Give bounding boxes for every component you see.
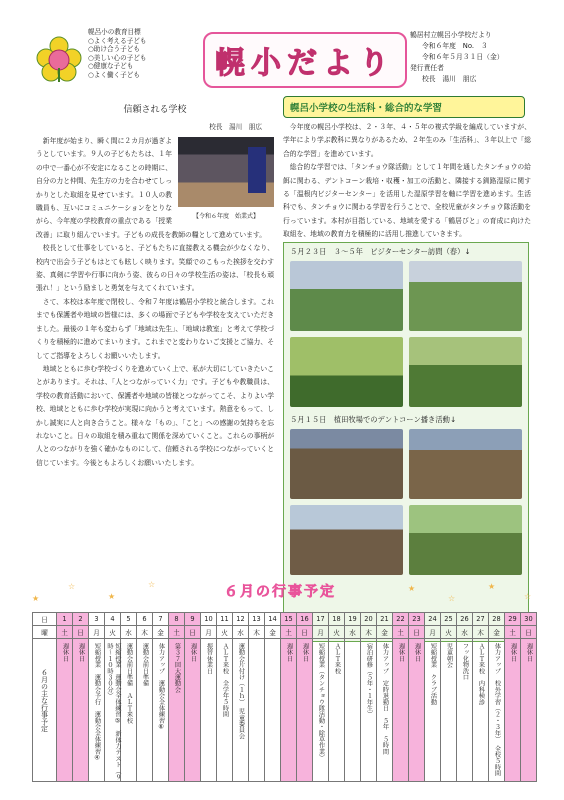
calendar-weekday-cell: 金: [377, 626, 393, 639]
calendar-events-row: [33, 639, 537, 782]
event-text: 週休日: [285, 643, 293, 662]
visitor-center-photo: [409, 337, 522, 407]
goal-item: ○美しい心の子ども: [88, 53, 147, 62]
calendar-day-cell: 13: [249, 613, 265, 626]
star-icon: ☆: [148, 580, 156, 589]
calendar-weekday-cell: 木: [249, 626, 265, 639]
calendar-weekday-cell: 土: [393, 626, 409, 639]
weekday-row-label: 曜: [33, 626, 57, 639]
calendar-event-cell: [425, 639, 441, 782]
calendar-event-cell: [73, 639, 89, 782]
calendar-event-cell: [201, 639, 217, 782]
calendar-event-cell: [457, 639, 473, 782]
calendar-event-cell: [521, 639, 537, 782]
calendar-weekday-cell: 月: [201, 626, 217, 639]
calendar-weekday-cell: 火: [105, 626, 121, 639]
calendar-day-cell: 21: [377, 613, 393, 626]
calendar-event-cell: [297, 639, 313, 782]
life-studies-section: [283, 96, 531, 424]
issue-date: 令和６年５月３１日（金）: [422, 53, 504, 61]
calendar-day-cell: 11: [217, 613, 233, 626]
calendar-day-cell: 10: [201, 613, 217, 626]
calendar-event-cell: [233, 639, 249, 782]
ceremony-photo: [178, 137, 274, 223]
calendar-event-cell: [377, 639, 393, 782]
calendar-event-cell: [329, 639, 345, 782]
photo-caption: 【令和６年度 始業式】: [192, 213, 259, 220]
education-goals: [88, 28, 198, 80]
calendar-day-cell: 17: [313, 613, 329, 626]
star-icon: ☆: [448, 594, 456, 603]
corn-planting-photo: [290, 429, 403, 499]
calendar-weekday-cell: 日: [297, 626, 313, 639]
paragraph-text: 新年度が始まり、瞬く間に２カ月が過ぎようとしています。９人の子どもたちは、１年の中で一番心が不安定になることの時期に、自分の力と仲間、先生方の力を合わせてしっかりとした取組を見せています。１０人の教職員も、互いにコミュニケーションをとりながら、今年度の学校教育の重点である「授業改善」に取り組んでいます。子どもの成長を教師の糧として進めています。: [36, 137, 267, 239]
calendar-weekday-cell: 土: [57, 626, 73, 639]
goal-item: ○健康な子ども: [88, 62, 134, 71]
calendar-weekday-cell: 日: [409, 626, 425, 639]
article-paragraph: 地域とともに歩む学校づくりを進めていく上で、私が大切にしていきたいことがあります。それは、「人とつながっていく力」です。子どもや教職員は、学校の教育活動において、保護者や地域の皆様とつながってこそ、よりよい学校、地域とともに歩む学校が実現に向かうと考えています。熱意をもって、しかし誠実に人と向き合うこと。様々な「もの」、「こと」への感謝の気持ちを忘れないこと。日々の取組を積み重ねて関係を深めていくこと。これらの事柄が人とのつながりを強く確かなものにして、信頼される学校につながっていくと信じています。今後ともよろしくお願いいたします。: [36, 364, 274, 467]
issue-meta: [410, 30, 540, 85]
event-text: 体力アップ 定時退勤日 ５年 ５時間: [381, 643, 389, 755]
calendar-event-cell: [409, 639, 425, 782]
event-text: 週休日: [413, 643, 421, 662]
calendar-day-cell: 30: [521, 613, 537, 626]
newsletter-title: 幌小だより: [215, 46, 395, 81]
calendar-weekday-cell: 月: [425, 626, 441, 639]
calendar-event-cell: [441, 639, 457, 782]
calendar-weekday-cell: 水: [233, 626, 249, 639]
calendar-title: ６月の行事予定: [224, 584, 336, 600]
section-paragraph: 総合的な学習では、「タンチョウ隊活動」として１年間を通したタンチョウの給餌に関わる、デントコーン栽培・収穫・加工の活動と、隣接する釧路湿原に関する「温根内ビジターセンター」を活用した湿原学習を軸に学習を進めます。生活科でも、タンチョウに関わる学習を行うことで、全校児童がタンチョウ隊活動を行っています。本村が目指している、地域を愛する「鶴居びと」の育成に向けた取組を、地域の教育力を積極的に活用し推進していきます。: [283, 163, 531, 239]
calendar-event-cell: [505, 639, 521, 782]
calendar-weekday-cell: 金: [489, 626, 505, 639]
calendar-weekday-cell: 木: [137, 626, 153, 639]
event-calendar: [32, 612, 537, 782]
calendar-event-cell: [473, 639, 489, 782]
star-icon: ★: [32, 594, 40, 603]
visitor-center-photo: [290, 337, 403, 407]
calendar-event-cell: [185, 639, 201, 782]
calendar-weekday-cell: 土: [505, 626, 521, 639]
calendar-day-cell: 4: [105, 613, 121, 626]
calendar-weekday-cell: 金: [153, 626, 169, 639]
calendar-weekday-cell: 木: [361, 626, 377, 639]
calendar-day-cell: 22: [393, 613, 409, 626]
event-text: 短縮授業（タンチョウ隊活動・除草作業）: [317, 643, 325, 761]
school-emblem-icon: [36, 36, 82, 84]
article-title: 信頼される学校: [123, 105, 187, 115]
calendar-day-cell: 18: [329, 613, 345, 626]
calendar-event-cell: [169, 639, 185, 782]
calendar-weekday-cell: 水: [121, 626, 137, 639]
event-text: 短縮授業 運動会全体練習⑤ 新体力テスト（９時〜１０時３０分）: [106, 643, 121, 781]
calendar-event-cell: [89, 639, 105, 782]
calendar-event-cell: [313, 639, 329, 782]
school-name: 鶴居村立幌呂小学校だより: [410, 31, 492, 39]
corn-planting-photo: [409, 505, 522, 575]
calendar-day-cell: 3: [89, 613, 105, 626]
goal-item: ○助け合う子ども: [88, 45, 140, 54]
event-text: 週休日: [77, 643, 85, 662]
calendar-weekday-cell: 火: [217, 626, 233, 639]
calendar-weekday-cell: 火: [329, 626, 345, 639]
event-text: ＡＬＴ来校: [333, 643, 341, 674]
calendar-day-cell: 7: [153, 613, 169, 626]
calendar-day-cell: 20: [361, 613, 377, 626]
event-text: 週休日: [397, 643, 405, 662]
calendar-day-cell: 2: [73, 613, 89, 626]
visitor-center-photo: [290, 261, 403, 331]
event-text: 週休日: [525, 643, 533, 662]
gallery-grid: [284, 261, 528, 407]
calendar-day-cell: 9: [185, 613, 201, 626]
event-text: 第３７回大運動会: [173, 643, 181, 693]
calendar-weekday-cell: 水: [345, 626, 361, 639]
calendar-event-cell: [137, 639, 153, 782]
gallery-caption: ５月２３日 ３〜５年 ビジターセンター訪問（春）↓: [290, 247, 471, 256]
corn-planting-photo: [409, 429, 522, 499]
event-text: フッ化物洗口: [461, 643, 469, 681]
event-text: ＡＬＴ来校 全学年５時間: [221, 643, 229, 718]
star-icon: ☆: [68, 582, 76, 591]
newsletter-title-box: [203, 32, 407, 88]
event-text: 週休日: [509, 643, 517, 662]
calendar-day-cell: 14: [265, 613, 281, 626]
header: [28, 26, 540, 92]
calendar-day-cell: 12: [233, 613, 249, 626]
calendar-weekday-cell: 火: [441, 626, 457, 639]
calendar-weekday-cell: 土: [169, 626, 185, 639]
calendar-day-cell: 19: [345, 613, 361, 626]
calendar-day-cell: 28: [489, 613, 505, 626]
calendar-day-cell: 26: [457, 613, 473, 626]
calendar-day-cell: 6: [137, 613, 153, 626]
calendar-day-cell: 16: [297, 613, 313, 626]
article-body: [36, 135, 274, 470]
event-text: 体力アップ 運動会全体練習⑥: [157, 643, 165, 731]
star-icon: ☆: [524, 592, 532, 601]
calendar-event-cell: [121, 639, 137, 782]
calendar-event-cell: [265, 639, 281, 782]
publisher-label: 発行責任者: [410, 64, 444, 72]
calendar-event-cell: [281, 639, 297, 782]
gallery-caption: ５月１５日 植田牧場でのデントコーン播き活動↓: [290, 415, 457, 424]
section-paragraph: 今年度の幌呂小学校は、２・３年、４・５年の複式学級を編成していますが、学年により学ぶ教科に異なりがあるため、２年生のみ「生活科」、３年以上で「総合的な学習」を進めています。: [283, 123, 531, 158]
article-paragraph: さて、本校は本年度で閉校し、令和７年度は鶴居小学校と統合します。これまでも保護者や地域の皆様には、多くの場面で子どもや学校を支えていただきました。最後の１年も変わらず「地域は先生」、「地域は教室」と考えて学校づくりを積極的に進めてまいります。これまでと変わりないご支援とご協力、そしてご指導をよろしくお願いいたします。: [36, 297, 274, 360]
calendar-weekday-cell: 月: [89, 626, 105, 639]
corn-planting-photo: [290, 505, 403, 575]
section-body: [283, 121, 531, 242]
calendar-weekday-cell: 日: [73, 626, 89, 639]
calendar-day-cell: 29: [505, 613, 521, 626]
event-text: 運動会前日準備: [141, 643, 149, 687]
calendar-weekday-cell: 日: [521, 626, 537, 639]
star-icon: ★: [408, 584, 416, 593]
visitor-center-photo: [409, 261, 522, 331]
gallery-grid: [284, 429, 528, 575]
day-row-label: 日: [33, 613, 57, 626]
calendar-weekday-row: [33, 626, 537, 639]
event-text: 週休日: [301, 643, 309, 662]
calendar-event-cell: [57, 639, 73, 782]
event-text: 短縮授業 運動会予行 運動会全体練習④: [93, 643, 101, 762]
calendar-day-cell: 15: [281, 613, 297, 626]
calendar-day-cell: 5: [121, 613, 137, 626]
event-text: 週休日: [189, 643, 197, 662]
section-title: 幌呂小学校の生活科・総合的な学習: [283, 96, 525, 118]
article-author: 校長 湯川 朋広: [209, 123, 262, 131]
calendar-weekday-cell: 木: [473, 626, 489, 639]
event-text: 運動会前日準備 ＡＬＴ来校: [125, 643, 133, 724]
calendar-event-cell: [489, 639, 505, 782]
events-row-label: [33, 639, 57, 782]
calendar-day-cell: 23: [409, 613, 425, 626]
issue-number: 令和６年度 No. ３: [422, 42, 488, 50]
event-text: 運動会片付け（１ｈ） 児童委員会: [237, 643, 245, 740]
goals-title: 幌呂小の教育目標: [88, 28, 141, 36]
goal-item: ○よく働く子ども: [88, 70, 140, 79]
calendar-weekday-cell: 金: [265, 626, 281, 639]
event-text: 宿泊研修（５年・１年生）: [365, 643, 373, 718]
event-text: 振替休業日: [205, 643, 213, 674]
publisher-name: 校長 湯川 朋広: [422, 75, 477, 83]
calendar-weekday-cell: 月: [313, 626, 329, 639]
event-text: 短縮授業 クラブ活動: [429, 643, 437, 705]
calendar-day-cell: 1: [57, 613, 73, 626]
star-icon: ★: [488, 582, 496, 591]
calendar-day-cell: 8: [169, 613, 185, 626]
event-text: 体力アップ 校外学習（２・３年） 全校５時間: [493, 643, 501, 777]
calendar-weekday-cell: 土: [281, 626, 297, 639]
article-paragraph: [36, 135, 274, 242]
calendar-event-cell: [361, 639, 377, 782]
calendar-day-cell: 27: [473, 613, 489, 626]
calendar-event-cell: [105, 639, 121, 782]
calendar-day-row: [33, 613, 537, 626]
calendar-day-cell: 25: [441, 613, 457, 626]
calendar-event-cell: [153, 639, 169, 782]
calendar-weekday-cell: 日: [185, 626, 201, 639]
calendar-day-cell: 24: [425, 613, 441, 626]
calendar-event-cell: [393, 639, 409, 782]
goal-item: ○よく考える子ども: [88, 36, 147, 45]
calendar-event-cell: [249, 639, 265, 782]
article-paragraph: 校長として仕事をしていると、子どもたちに直接教える機会が少なくなり、校内で出会う子どもはとても眩しく映ります。笑顔でのこもった挨拶を交わす姿、真剣に学習や行事に向かう姿、彼らの日々の学校生活の姿は、「校長も頑張れ！」という励ましと勇気を与えてくれています。: [36, 244, 274, 293]
calendar-event-cell: [345, 639, 361, 782]
event-text: 児童朝会: [445, 643, 453, 668]
ceremony-image: [178, 137, 274, 207]
calendar-event-cell: [217, 639, 233, 782]
event-text: 週休日: [61, 643, 69, 662]
principal-article: [36, 94, 274, 470]
event-text: ＡＬＴ来校 内科検診: [477, 643, 485, 705]
calendar-weekday-cell: 水: [457, 626, 473, 639]
events-label-text: ６月の主な行事予定: [40, 669, 49, 732]
star-icon: ★: [108, 592, 116, 601]
